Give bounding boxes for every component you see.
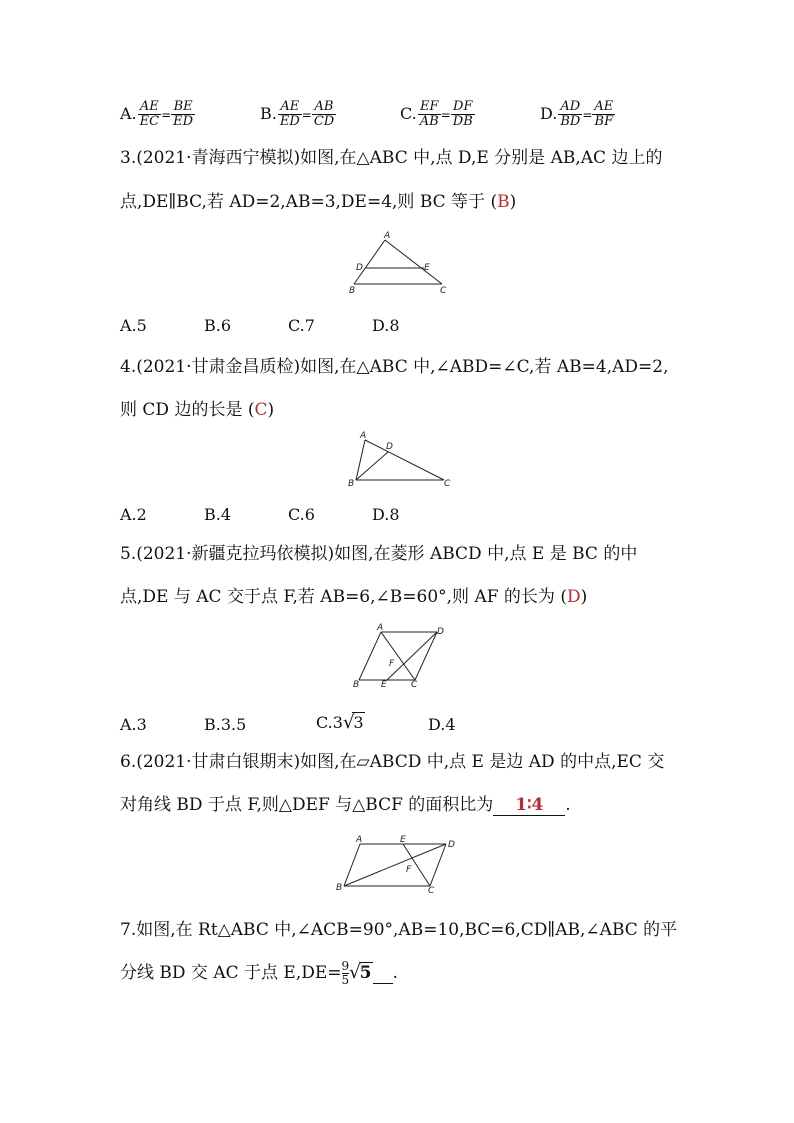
q3-option-c: C.7 xyxy=(288,316,315,335)
q6-answer: 1∶4 xyxy=(493,795,565,816)
svg-text:A: A xyxy=(360,431,367,441)
q4-text-line2: 则 CD 边的长是 (C) xyxy=(120,400,275,420)
q2-option-c: C. $\frac{EF}{AB}$ = $\frac{DF}{DB}$ xyxy=(400,99,473,129)
q3-answer: B xyxy=(497,192,510,212)
q5-answer: D xyxy=(566,587,581,607)
svg-text:B: B xyxy=(353,680,360,690)
q3-option-a: A.5 xyxy=(120,316,147,335)
svg-text:D: D xyxy=(437,627,444,637)
q7-text-line2: 分线 BD 交 AC 于点 E,DE= $\frac{9}{5}$ √5 . xyxy=(120,959,398,987)
q4-answer: C xyxy=(254,400,268,420)
svg-text:D: D xyxy=(386,442,393,452)
svg-text:C: C xyxy=(440,286,447,296)
q5-option-c: C.3√3 xyxy=(316,712,364,733)
svg-text:C: C xyxy=(444,479,451,489)
q5-figure xyxy=(345,622,455,690)
q6-figure xyxy=(330,832,470,894)
svg-text:F: F xyxy=(406,865,412,875)
svg-text:A: A xyxy=(356,835,363,845)
svg-text:B: B xyxy=(348,479,355,489)
svg-text:B: B xyxy=(349,286,356,296)
q6-text-line1: 6.(2021·甘肃白银期末)如图,在▱ABCD 中,点 E 是边 AD 的中点,EC 交 xyxy=(120,752,665,772)
svg-text:D: D xyxy=(356,263,363,273)
q3-text-line1: 3.(2021·青海西宁模拟)如图,在△ABC 中,点 D,E 分别是 AB,AC 边上的 xyxy=(120,148,663,168)
q2-option-a: A. $\frac{AE}{EC}$ = $\frac{BE}{ED}$ xyxy=(120,99,194,129)
q4-option-b: B.4 xyxy=(204,505,232,524)
svg-text:B: B xyxy=(336,883,343,893)
q3-figure xyxy=(340,230,460,296)
svg-text:E: E xyxy=(400,835,406,845)
q4-option-d: D.8 xyxy=(372,505,400,524)
q5-option-a: A.3 xyxy=(120,715,147,734)
svg-text:E: E xyxy=(424,263,430,273)
q3-text-line2: 点,DE∥BC,若 AD=2,AB=3,DE=4,则 BC 等于 (B) xyxy=(120,192,517,212)
q5-text-line2: 点,DE 与 AC 交于点 F,若 AB=6,∠B=60°,则 AF 的长为 (D) xyxy=(120,587,588,607)
q5-option-d: D.4 xyxy=(428,715,456,734)
q3-option-b: B.6 xyxy=(204,316,232,335)
q4-option-a: A.2 xyxy=(120,505,147,524)
q6-text-line2: 对角线 BD 于点 F,则△DEF 与△BCF 的面积比为 1∶4 . xyxy=(120,795,571,815)
svg-text:C: C xyxy=(428,886,435,894)
svg-text:C: C xyxy=(411,680,418,690)
q4-text-line1: 4.(2021·甘肃金昌质检)如图,在△ABC 中,∠ABD=∠C,若 AB=4,AD=2, xyxy=(120,357,669,377)
q4-figure xyxy=(340,428,460,492)
q5-option-b: B.3.5 xyxy=(204,715,247,734)
svg-text:A: A xyxy=(384,231,391,241)
q7-text-line1: 7.如图,在 Rt△ABC 中,∠ACB=90°,AB=10,BC=6,CD∥AB,∠ABC 的平 xyxy=(120,920,678,940)
q2-option-d: D. $\frac{AD}{BD}$ = $\frac{AE}{BF}$ xyxy=(540,99,614,129)
q7-answer-fraction: $\frac{9}{5}$ xyxy=(341,959,350,987)
q3-option-d: D.8 xyxy=(372,316,400,335)
svg-text:D: D xyxy=(448,840,455,850)
q4-option-c: C.6 xyxy=(288,505,315,524)
q7-answer-sqrt: 5 xyxy=(359,963,372,983)
svg-text:E: E xyxy=(381,680,387,690)
svg-text:A: A xyxy=(377,623,384,633)
q2-option-b: B. $\frac{AE}{ED}$ = $\frac{AB}{CD}$ xyxy=(260,99,335,129)
svg-text:F: F xyxy=(389,659,395,669)
q5-text-line1: 5.(2021·新疆克拉玛依模拟)如图,在菱形 ABCD 中,点 E 是 BC 的中 xyxy=(120,544,638,564)
